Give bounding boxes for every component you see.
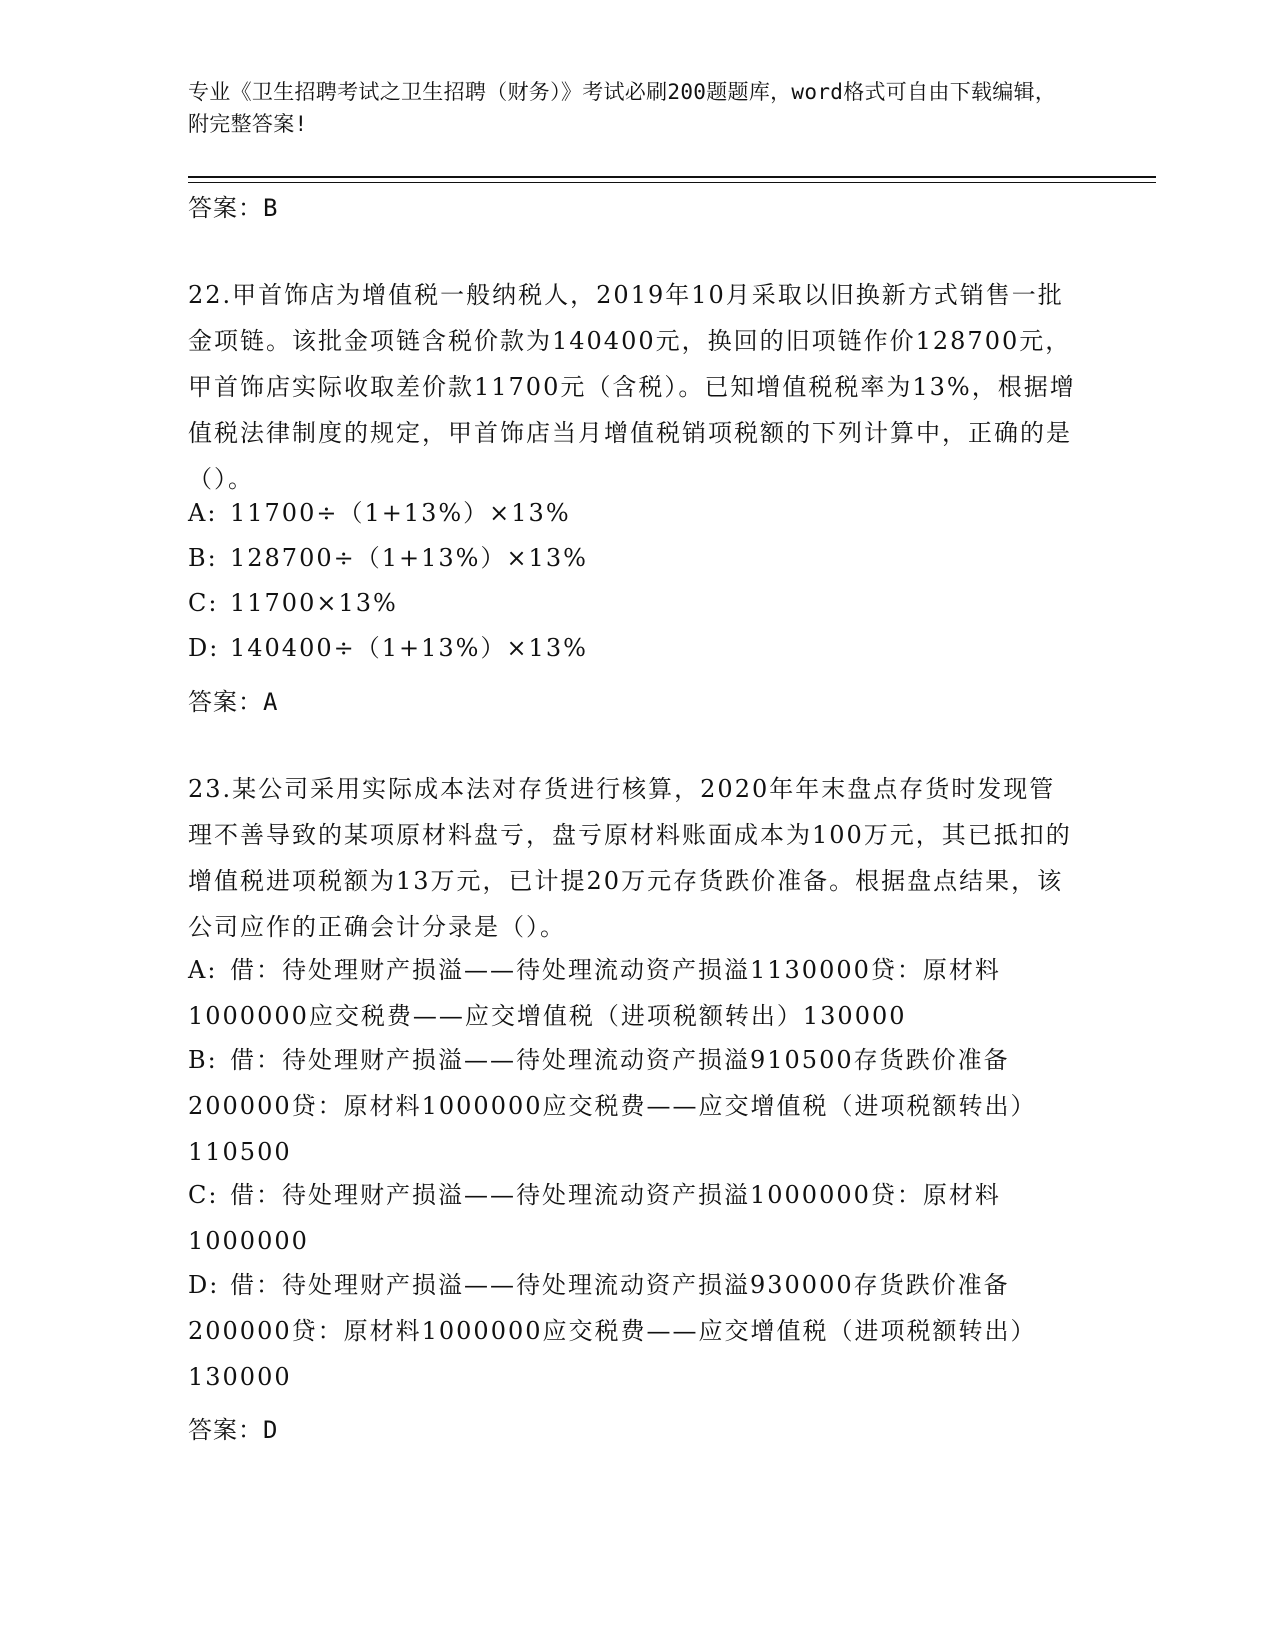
option-text: 11700×13% — [230, 589, 398, 617]
option-letter: C: — [188, 589, 219, 617]
question-22-option-a — [188, 490, 1080, 536]
answer-label: 答案： — [188, 688, 263, 716]
option-text: 借：待处理财产损溢——待处理流动资产损溢1130000贷：原材料1000000应交税费——应交增值税（进项税额转出）130000 — [188, 956, 1001, 1030]
question-22-text: 22.甲首饰店为增值税一般纳税人，2019年10月采取以旧换新方式销售一批金项链。该批金项链含税价款为140400元，换回的旧项链作价128700元，甲首饰店实际收取差价款11700元（含税）。已知增值税税率为13%，根据增值税法律制度的规定，甲首饰店当月增值税销项税额的下列计算中，正确的是（）。 — [188, 281, 1076, 493]
answer-value: B — [263, 194, 279, 222]
question-23-text: 23.某公司采用实际成本法对存货进行核算，2020年年末盘点存货时发现管理不善导致的某项原材料盘亏，盘亏原材料账面成本为100万元，其已抵扣的增值税进项税额为13万元，已计提20万元存货跌价准备。根据盘点结果，该公司应作的正确会计分录是（）。 — [188, 775, 1072, 941]
question-22-answer — [188, 686, 278, 718]
answer-value: D — [263, 1416, 279, 1444]
option-text: 140400÷（1+13%）×13% — [230, 634, 588, 662]
option-text: 借：待处理财产损溢——待处理流动资产损溢910500存货跌价准备200000贷：原材料1000000应交税费——应交增值税（进项税额转出）110500 — [188, 1046, 1037, 1166]
question-22-option-c — [188, 580, 1080, 626]
header-divider-thin — [188, 182, 1156, 183]
option-text: 128700÷（1+13%）×13% — [230, 544, 588, 572]
option-letter: B: — [188, 1046, 218, 1074]
question-23-option-b — [188, 1037, 1080, 1175]
option-letter: A: — [188, 499, 218, 527]
answer-label: 答案： — [188, 194, 263, 222]
previous-answer — [188, 192, 278, 224]
question-23-option-a — [188, 947, 1080, 1039]
option-text: 借：待处理财产损溢——待处理流动资产损溢930000存货跌价准备200000贷：原材料1000000应交税费——应交增值税（进项税额转出）130000 — [188, 1271, 1037, 1391]
answer-label: 答案： — [188, 1416, 263, 1444]
header-divider — [188, 176, 1156, 178]
option-letter: C: — [188, 1181, 219, 1209]
question-23-answer — [188, 1414, 278, 1446]
option-letter: D: — [188, 634, 220, 662]
option-letter: D: — [188, 1271, 220, 1299]
page-header: 专业《卫生招聘考试之卫生招聘（财务）》考试必刷200题题库，word格式可自由下载编辑，附完整答案! — [188, 80, 1057, 136]
option-text: 借：待处理财产损溢——待处理流动资产损溢1000000贷：原材料1000000 — [188, 1181, 1001, 1255]
answer-value: A — [263, 688, 279, 716]
option-text: 11700÷（1+13%）×13% — [230, 499, 571, 527]
question-22-option-d — [188, 625, 1080, 671]
question-22-option-b — [188, 535, 1080, 581]
question-23-option-d — [188, 1262, 1080, 1400]
option-letter: A: — [188, 956, 218, 984]
option-letter: B: — [188, 544, 218, 572]
question-23-option-c — [188, 1172, 1080, 1264]
